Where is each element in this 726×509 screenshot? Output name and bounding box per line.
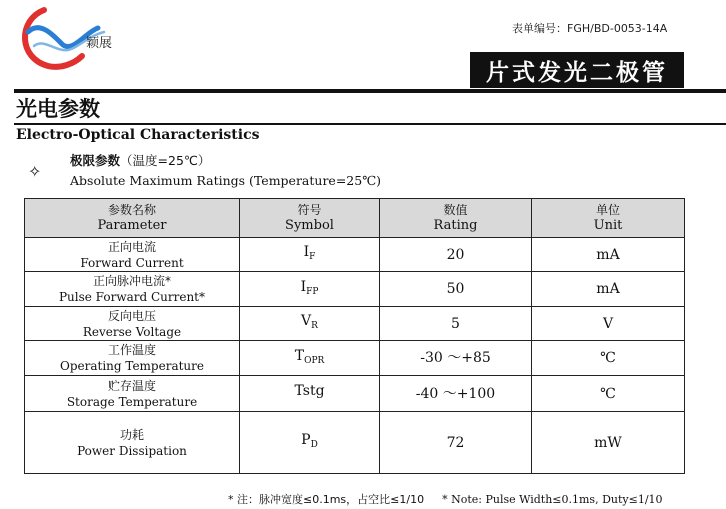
- table-row: [25, 238, 685, 272]
- unit-cell: V: [532, 307, 685, 341]
- param-cell: 贮存温度 Storage Temperature: [25, 376, 240, 412]
- footnote: [228, 491, 663, 507]
- section-title-cn: 光电参数: [16, 97, 100, 121]
- header-rating: 数值 Rating: [380, 199, 532, 238]
- symbol-cell: $I_{FP}$: [240, 272, 380, 307]
- param-cell: 功耗 Power Dissipation: [25, 412, 240, 474]
- product-banner-title: 片式发光二极管: [470, 52, 684, 88]
- unit-cell: ℃: [532, 376, 685, 412]
- subsection-title-cn-bold: 极限参数: [70, 153, 121, 168]
- unit-cell: ℃: [532, 341, 685, 376]
- subsection-title-cn: [70, 151, 210, 169]
- absolute-maximum-ratings-table: [24, 198, 685, 474]
- form-number: 表单编号：FGH/BD-0053-14A: [512, 22, 668, 35]
- header-rule: [14, 89, 726, 93]
- unit-cell: mA: [532, 272, 685, 307]
- symbol-cell: $T_{OPR}$: [240, 341, 380, 376]
- header-parameter: 参数名称 Parameter: [25, 199, 240, 238]
- rating-cell: 5: [380, 307, 532, 341]
- diamond-bullet-icon: ✧: [28, 162, 42, 181]
- table-row: [25, 272, 685, 307]
- rating-cell: -40 ～+100: [380, 376, 532, 412]
- logo-text: 颖展: [86, 36, 113, 51]
- param-cell: 工作温度 Operating Temperature: [25, 341, 240, 376]
- header-unit: 单位 Unit: [532, 199, 685, 238]
- rating-cell: 20: [380, 238, 532, 272]
- rating-cell: 72: [380, 412, 532, 474]
- table-row: [25, 307, 685, 341]
- header-symbol: 符号 Symbol: [240, 199, 380, 238]
- section-title-en: Electro-Optical Characteristics: [16, 127, 260, 143]
- symbol-cell: Tstg: [240, 376, 380, 412]
- param-cell: 正向脉冲电流* Pulse Forward Current*: [25, 272, 240, 307]
- table-row: [25, 412, 685, 474]
- table-header-row: [25, 199, 685, 238]
- footnote-cn: * 注：脉冲宽度≤0.1ms，占空比≤1/10: [228, 493, 425, 506]
- section-rule: [14, 123, 726, 125]
- rating-cell: 50: [380, 272, 532, 307]
- rating-cell: -30 ～+85: [380, 341, 532, 376]
- unit-cell: mA: [532, 238, 685, 272]
- param-cell: 反向电压 Reverse Voltage: [25, 307, 240, 341]
- param-cell: 正向电流 Forward Current: [25, 238, 240, 272]
- table-row: [25, 341, 685, 376]
- symbol-cell: $V_R$: [240, 307, 380, 341]
- symbol-cell: $P_D$: [240, 412, 380, 474]
- subsection-title-en: Absolute Maximum Ratings (Temperature=25℃): [70, 173, 382, 188]
- table-row: [25, 376, 685, 412]
- footnote-en: * Note: Pulse Width≤0.1ms, Duty≤1/10: [442, 493, 663, 506]
- subsection-condition-cn: （温度=25℃）: [120, 153, 211, 168]
- symbol-cell: $I_F$: [240, 238, 380, 272]
- unit-cell: mW: [532, 412, 685, 474]
